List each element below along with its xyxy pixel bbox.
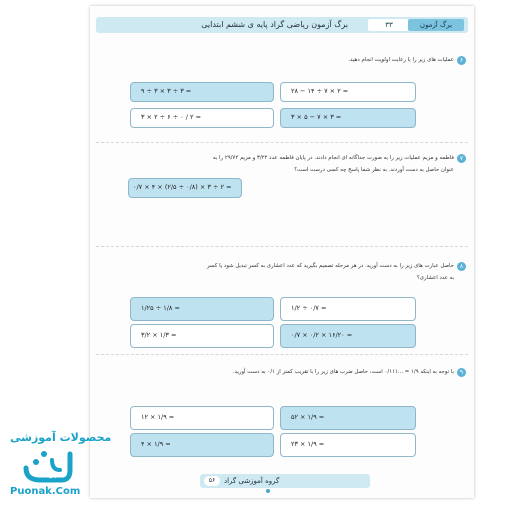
question-9-text: با توجه به اینکه ۱/۹ = ...۰/۱۱۱ است، حاصل ضرب های زیر را با تقریب کمتر از ۰/۱ به دست آورید.	[232, 369, 454, 375]
q9-expr-4: ۲۳ × ۱/۹ =	[291, 440, 325, 448]
dot-marker	[266, 489, 270, 493]
q9-expr-3: ۴ × ۱/۹ =	[141, 440, 171, 448]
puonak-logo-icon	[22, 446, 74, 486]
q6-item-1	[130, 82, 274, 102]
watermark-tagline: محصولات آموزشی	[10, 431, 112, 444]
q7-item-1	[128, 178, 242, 198]
divider	[96, 142, 468, 143]
divider	[96, 354, 468, 355]
test-number: ۳۳	[368, 19, 410, 31]
q8-expr-3: ۳/۲ × ۱/۳ =	[141, 331, 177, 339]
question-7-number: ۷	[457, 154, 466, 163]
q8-item-2	[280, 297, 416, 321]
worksheet-page	[90, 6, 474, 498]
q8-expr-2: ۱/۲ ÷ ۰/۷ =	[291, 304, 327, 312]
question-6-text: عملیات های زیر را با رعایت اولویت انجام دهید.	[348, 57, 454, 63]
q7-expr-1: ۰/۷ × ۴ × (۲/۵ ÷ ۰/۸) × ۳ ÷ ۲ =	[133, 183, 232, 191]
q8-expr-1: ۱/۲۵ ÷ ۱/۸ =	[141, 304, 180, 312]
question-8-number: ۸	[457, 262, 466, 271]
q9-item-4	[280, 433, 416, 457]
q8-item-3	[130, 324, 274, 348]
worksheet-header	[96, 17, 468, 33]
q8-item-1	[130, 297, 274, 321]
q6-expr-2: ۲۸ − ۱۴ ÷ ۷ × ۲ =	[291, 87, 349, 95]
q9-expr-1: ۱۲ × ۱/۹ =	[141, 413, 175, 421]
q9-item-2	[280, 406, 416, 430]
publisher-name: گروه آموزشی گراد	[224, 477, 280, 485]
question-8-text-line-1: حاصل عبارت های زیر را به دست آورید. در هر مرحله تصمیم بگیرید که عدد اعشاری به کسر تبدیل شود یا کسر	[207, 263, 454, 269]
q8-item-4	[280, 324, 416, 348]
q6-item-3	[130, 108, 274, 128]
question-8-text-line-2: به عدد اعشاری؟	[416, 275, 454, 281]
q6-expr-1: ۹ ÷ ۳ × ۳ ÷ ۳ =	[141, 87, 192, 95]
q9-expr-2: ۵۲ × ۱/۹ =	[291, 413, 325, 421]
divider	[96, 246, 468, 247]
q6-expr-4: ۳ × ۵ − ۷ × ۳ =	[291, 113, 342, 121]
q8-expr-4: ۰/۷ × ۰/۲ × ۱۶/۲۰ =	[291, 331, 353, 339]
test-badge: برگ آزمون	[408, 19, 464, 31]
page-number: ۵۶	[204, 476, 220, 486]
q9-item-3	[130, 433, 274, 457]
question-7-text-line-2: عنوان حاصل به دست آوردند. به نظر شما پاسخ چه کسی درست است؟	[294, 167, 454, 173]
q6-item-2	[280, 82, 416, 102]
question-7-text-line-1: فاطمه و مریم عملیات زیر را به صورت جداگانه ای انجام دادند. در پایان فاطمه عدد ۳/۲۲ و مریم ۲۹/۷۲ را به	[212, 155, 454, 161]
question-6-number: ۶	[457, 56, 466, 65]
page-footer	[200, 474, 370, 488]
q6-expr-3: ۳ × ۲ ÷ ۶ ÷ ۰ / ۲ =	[141, 113, 202, 121]
watermark-brand: پونک	[39, 469, 57, 479]
worksheet-title: برگ آزمون ریاضی گراد پایه ی ششم ابتدایی	[201, 20, 348, 29]
watermark-url: Puonak.Com	[10, 486, 81, 497]
q9-item-1	[130, 406, 274, 430]
q6-item-4	[280, 108, 416, 128]
question-9-number: ۹	[457, 368, 466, 377]
